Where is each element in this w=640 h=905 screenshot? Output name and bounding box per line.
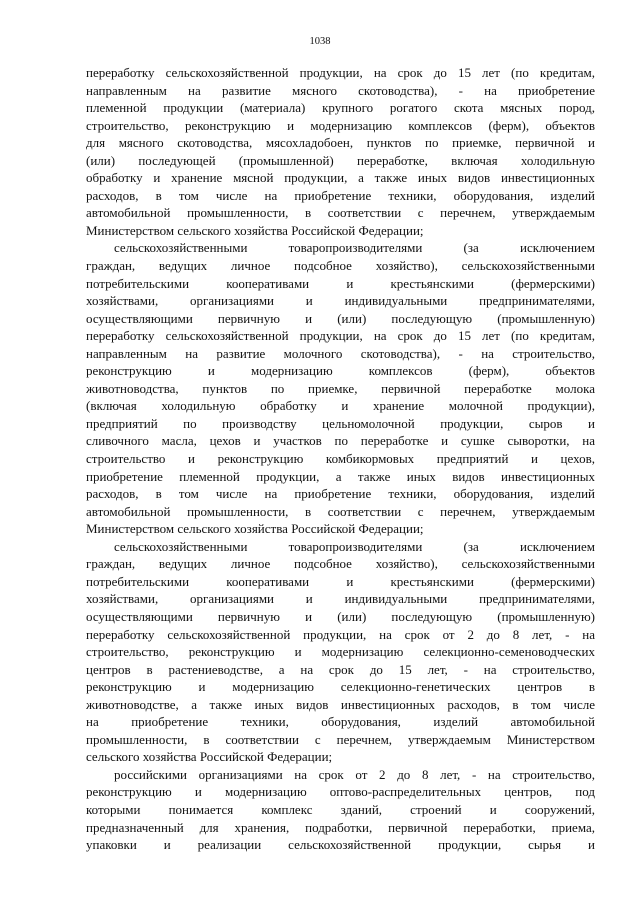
text-line: упаковки и реализации сельскохозяйственной продукции, сырья и xyxy=(86,837,595,853)
text-line: автомобильной промышленности, в соответствии с перечнем, утверждаемым xyxy=(86,205,595,221)
text-line: направленным на развитие молочного скотоводства), - на строительство, xyxy=(86,345,595,361)
text-line: реконструкцию и модернизацию оптово-распределительных центров, под xyxy=(86,784,595,800)
text-line: автомобильной промышленности, в соответствии с перечнем, утверждаемым xyxy=(86,503,595,519)
text-line: потребительскими кооперативами и крестьянскими (фермерскими) xyxy=(86,573,595,589)
text-line: (включая холодильную обработку и хранение молочной продукции), xyxy=(86,398,595,414)
text-line: Министерством сельского хозяйства Российской Федерации; xyxy=(86,222,424,238)
text-line: направленным на развитие мясного скотоводства), - на приобретение xyxy=(86,82,595,98)
text-line: которыми понимается комплекс зданий, строений и сооружений, xyxy=(86,801,595,817)
text-line: хозяйствами, организациями и индивидуальными предпринимателями, xyxy=(86,293,595,309)
text-line: расходов, в том числе на приобретение техники, оборудования, изделий xyxy=(86,486,595,502)
document-body-text xyxy=(86,64,595,854)
text-line: животноводстве, а также иных видов инвестиционных расходов, в том числе xyxy=(86,696,595,712)
text-line: сельскохозяйственными товаропроизводителями (за исключением xyxy=(114,538,595,554)
text-line: племенной продукции (материала) крупного рогатого скота мясных пород, xyxy=(86,100,595,116)
text-line: строительство, реконструкцию и модернизацию селекционно-семеноводческих xyxy=(86,644,595,660)
text-line: обработку и хранение мясной продукции, а также иных видов инвестиционных xyxy=(86,170,595,186)
text-line: (или) последующей (промышленной) переработке, включая холодильную xyxy=(86,152,595,168)
text-line: на приобретение техники, оборудования, изделий автомобильной xyxy=(86,714,595,730)
text-line: осуществляющими первичную и (или) последующую (промышленную) xyxy=(86,608,595,624)
text-line: потребительскими кооперативами и крестьянскими (фермерскими) xyxy=(86,275,595,291)
text-line: для мясного скотоводства, мясохладобоен, пунктов по приемке, первичной и xyxy=(86,135,595,151)
text-line: граждан, ведущих личное подсобное хозяйство), сельскохозяйственными xyxy=(86,556,595,572)
text-line: переработку сельскохозяйственной продукции, на срок до 15 лет (по кредитам, xyxy=(86,328,595,344)
text-line: реконструкцию и модернизацию селекционно-генетических центров в xyxy=(86,679,595,695)
text-line: хозяйствами, организациями и индивидуальными предпринимателями, xyxy=(86,591,595,607)
text-line: осуществляющими первичную и (или) последующую (промышленную) xyxy=(86,310,595,326)
page-number: 1038 xyxy=(309,36,331,47)
text-line: приобретение племенной продукции, а также иных видов инвестиционных xyxy=(86,468,595,484)
text-line: сельскохозяйственными товаропроизводителями (за исключением xyxy=(114,240,595,256)
text-line: строительство и реконструкцию комбикормовых предприятий и цехов, xyxy=(86,451,595,467)
text-line: граждан, ведущих личное подсобное хозяйство), сельскохозяйственными xyxy=(86,258,595,274)
text-line: переработку сельскохозяйственной продукции, на срок до 15 лет (по кредитам, xyxy=(86,65,595,80)
text-line: центров в растениеводстве, а на срок до 15 лет, - на строительство, xyxy=(86,661,595,677)
text-line: строительство, реконструкцию и модернизацию комплексов (ферм), объектов xyxy=(86,117,595,133)
text-line: расходов, в том числе на приобретение техники, оборудования, изделий xyxy=(86,187,595,203)
text-line: предприятий по производству цельномолочной продукции, сыров и xyxy=(86,415,595,431)
text-line: сливочного масла, цехов и участков по переработке и сушке сыворотки, на xyxy=(86,433,595,449)
text-line: переработку сельскохозяйственной продукции, на срок от 2 до 8 лет, - на xyxy=(86,626,595,642)
text-line: предназначенный для хранения, подработки, первичной переработки, приема, xyxy=(86,819,595,835)
text-line: российскими организациями на срок от 2 до 8 лет, - на строительство, xyxy=(114,766,595,782)
text-line: животноводства, пунктов по приемке, первичной переработке молока xyxy=(86,380,595,396)
text-line: сельского хозяйства Российской Федерации; xyxy=(86,749,333,765)
text-line: реконструкцию и модернизацию комплексов (ферм), объектов xyxy=(86,363,595,379)
text-line: промышленности, в соответствии с перечнем, утверждаемым Министерством xyxy=(86,731,595,747)
text-line: Министерством сельского хозяйства Российской Федерации; xyxy=(86,521,424,537)
